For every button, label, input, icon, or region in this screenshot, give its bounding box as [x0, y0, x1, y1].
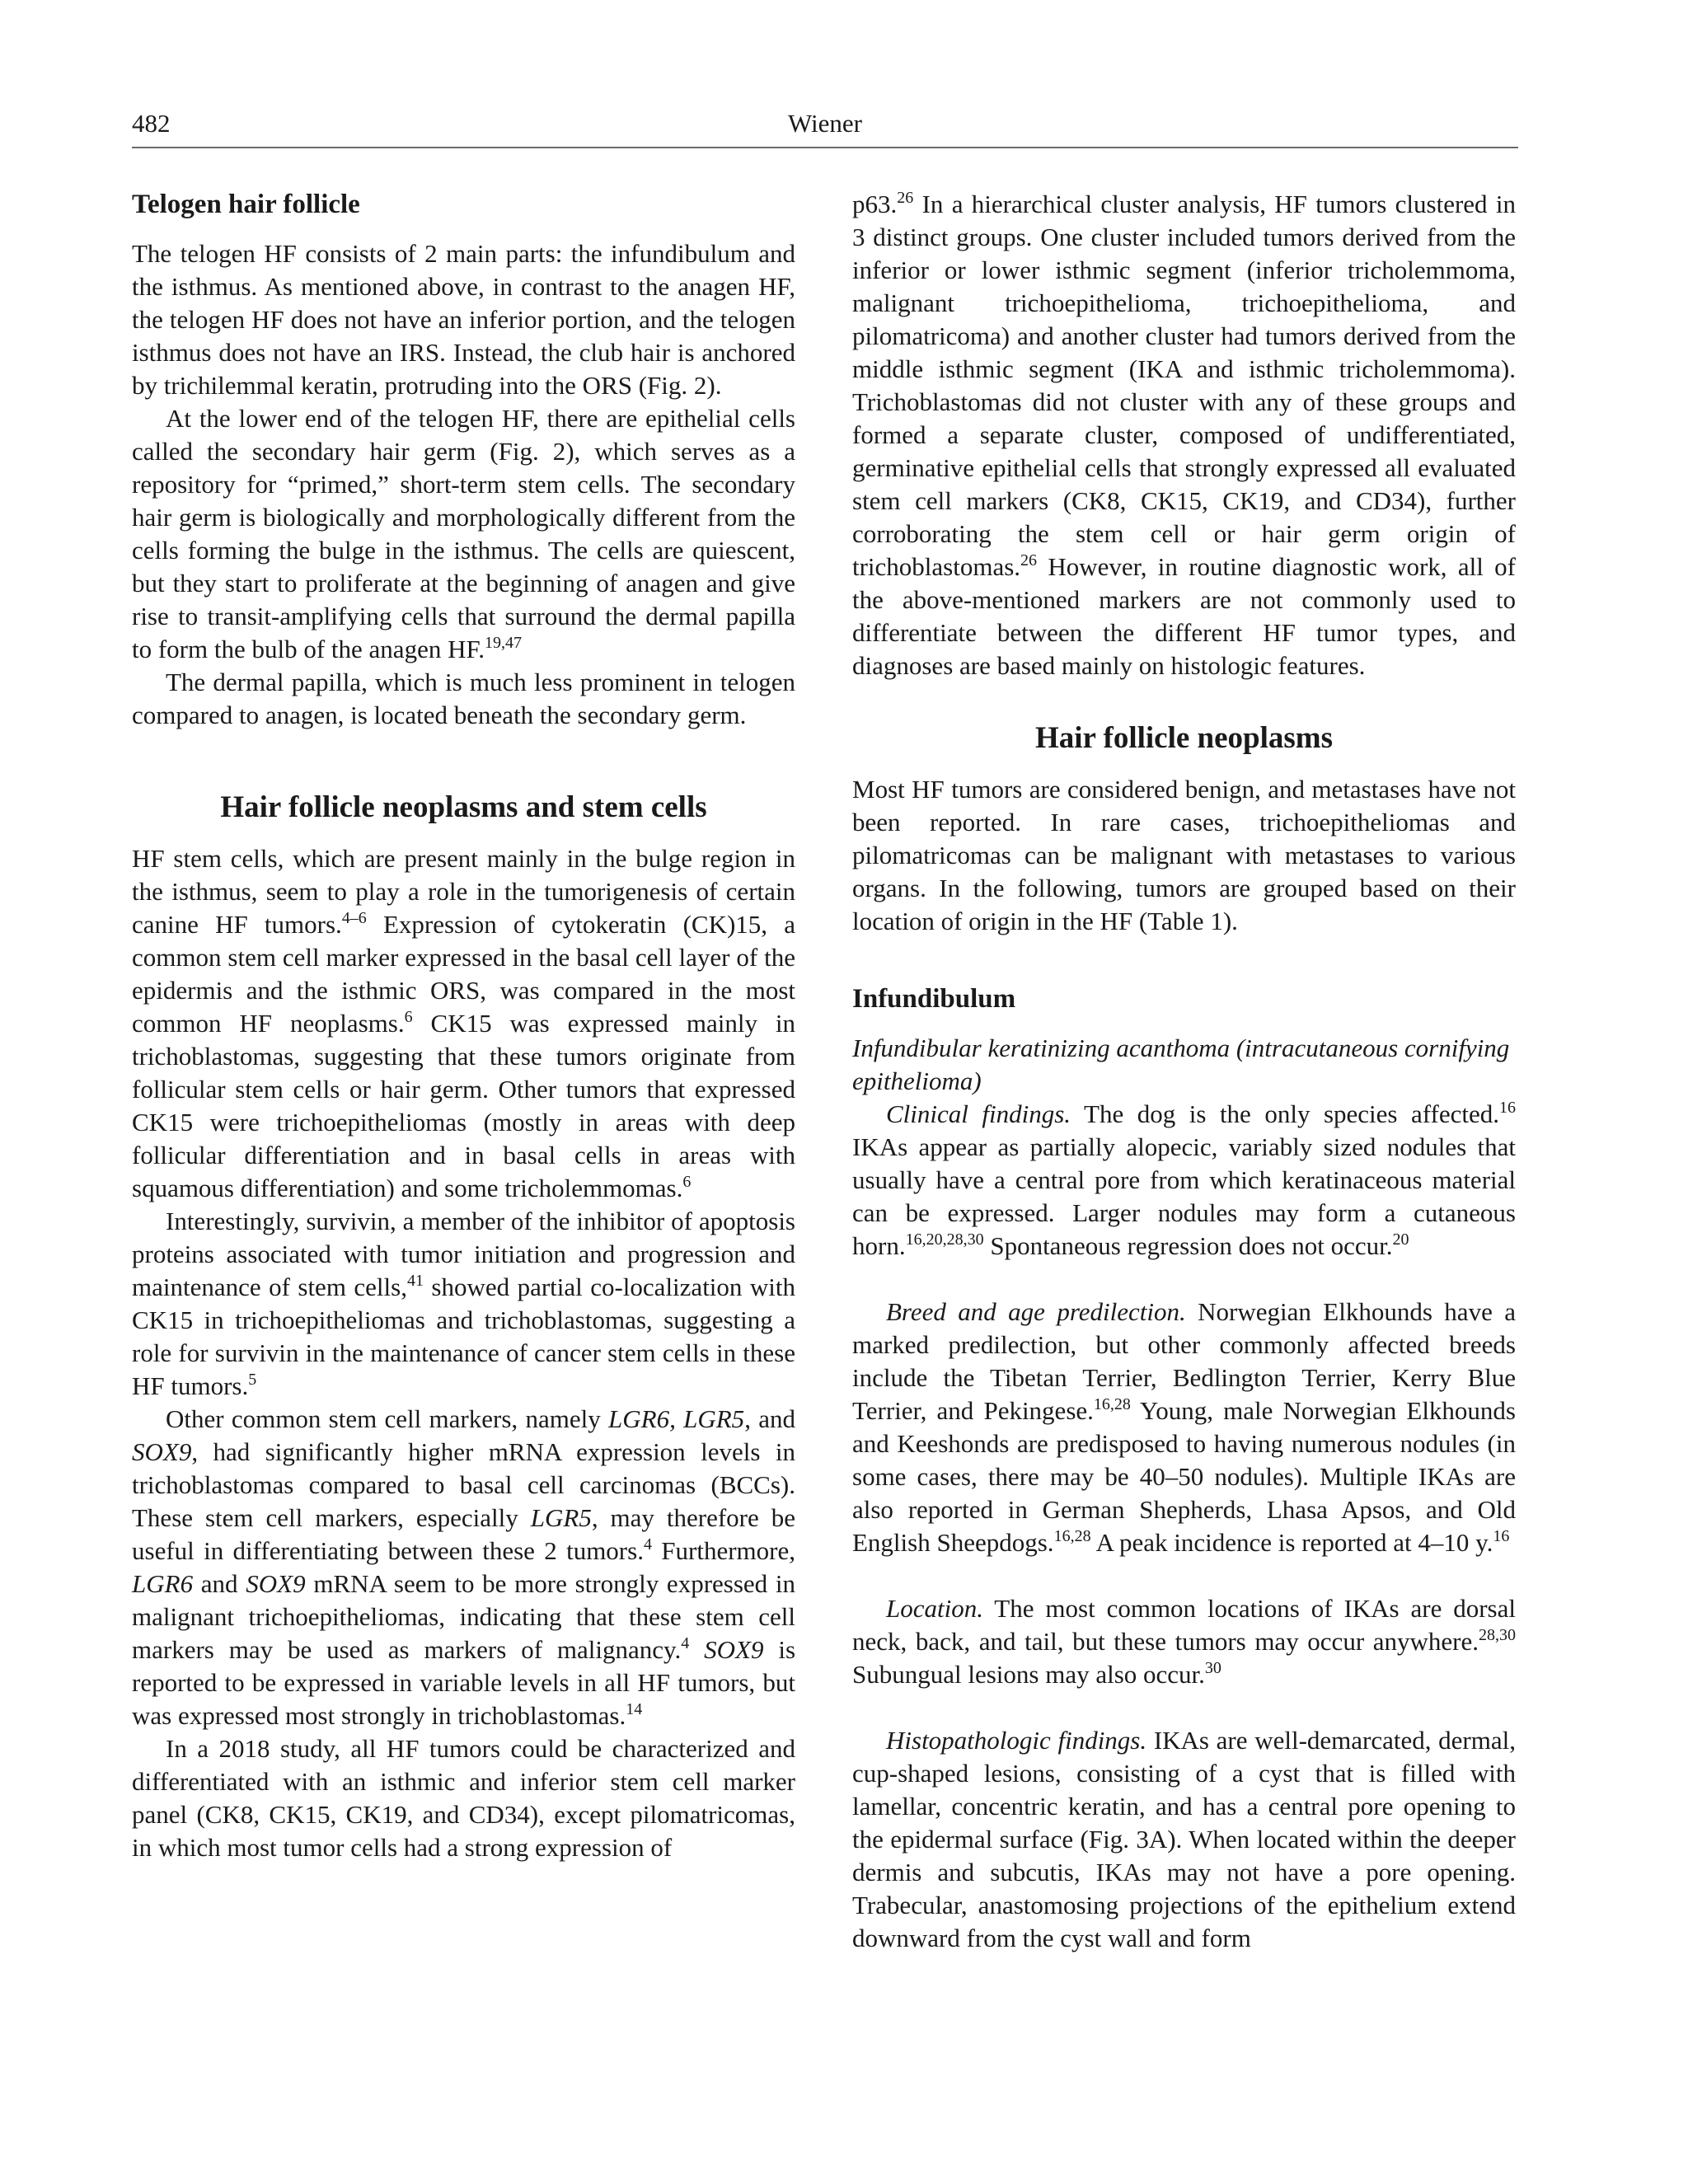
citation: 19,47 — [484, 634, 522, 652]
citation: 20 — [1392, 1230, 1409, 1249]
paragraph-hf-stem-cells: HF stem cells, which are present mainly in the bulge region in the isthmus, seem to play a role in the tumorigenesis of certain canine HF tumors.$^{4-6}$ Expression of cytokeratin (CK)15, a common stem cell marker expressed in the basal cell layer of the epidermis and the isthmic ORS, was compared in the most common HF neoplasms.$^6$ CK15 was expressed mainly in trichoblastomas, suggesting that these tumors originate from follicular stem cells or hair germ. Other tumors that expressed CK15 were trichoepitheliomas (mostly in areas with deep follicular differentiation and in basal cells in areas with squamous differentiation) and some tricholemmomas.$^6$ — [132, 844, 795, 1202]
right-column — [852, 188, 1516, 1955]
citation: 6 — [404, 1008, 413, 1026]
running-header — [132, 107, 1518, 148]
citation: 26 — [897, 189, 914, 207]
citation: 4–6 — [341, 909, 367, 927]
paragraph-survivin: Interestingly, survivin, a member of the inhibitor of apoptosis proteins associated with tumor initiation and progression and maintenance of stem cells,$^{41}$ showed partial co-localization with CK15 in trichoepitheliomas and trichoblastomas, suggesting a role for survivin in the maintenance of cancer stem cells in these HF tumors.$^5$ — [132, 1207, 795, 1400]
citation: 16 — [1499, 1099, 1516, 1117]
citation: 4 — [681, 1634, 690, 1652]
heading-neoplasms-stem-cells: Hair follicle neoplasms and stem cells — [220, 790, 707, 824]
paragraph-location: Location. The most common locations of IKAs are dorsal neck, back, and tail, but these tumors may occur anywhere.$^{28,30}$ Subungual lesions may also occur.$^{30}$ — [852, 1594, 1516, 1689]
subheading-ika: Infundibular keratinizing acanthoma (intracutaneous cornifying epithelioma) — [852, 1033, 1510, 1095]
heading-telogen-hair-follicle: Telogen hair follicle — [132, 190, 360, 219]
citation: 30 — [1204, 1659, 1221, 1677]
citation: 16,20,28,30 — [905, 1230, 984, 1249]
page-number: 482 — [132, 109, 171, 138]
citation: 4 — [643, 1535, 652, 1554]
citation: 6 — [682, 1173, 692, 1191]
citation: 16,28 — [1053, 1527, 1091, 1545]
paragraph-histopathologic: Histopathologic findings. IKAs are well-demarcated, dermal, cup-shaped lesions, consisting of a cyst that is filled with lamellar, concentric keratin, and has a central pore opening to the epidermal surface (Fig. 3A). When located within the deeper dermis and subcutis, IKAs may not have a pore opening. Trabecular, anastomosing projections of the epithelium extend downward from the cyst wall and form — [852, 1726, 1516, 1952]
paragraph-2018-study: In a 2018 study, all HF tumors could be characterized and differentiated with an isthmic and inferior stem cell marker panel (CK8, CK15, CK19, and CD34), except pilomatricomas, in which most tumor cells had a strong expression of — [132, 1734, 795, 1862]
citation: 41 — [406, 1272, 424, 1290]
paragraph-hf-tumors-benign: Most HF tumors are considered benign, and metastases have not been reported. In rare cases, trichoepitheliomas and pilomatricomas can be malignant with metastases to various organs. In the following, tumors are grouped based on their location of origin in the HF (Table 1). — [852, 775, 1516, 935]
paragraph-clinical-findings: Clinical findings. The dog is the only species affected.$^{16}$ IKAs appear as partially alopecic, variably sized nodules that usually have a central pore from which keratinaceous material can be expressed. Larger nodules may form a cutaneous horn.$^{16,20,28,30}$ Spontaneous regression does not occur.$^{20}$ — [852, 1099, 1516, 1260]
paragraph-dermal-papilla: The dermal papilla, which is much less prominent in telogen compared to anagen, is located beneath the secondary germ. — [132, 668, 795, 729]
citation: 28,30 — [1479, 1626, 1516, 1644]
citation: 5 — [248, 1371, 257, 1389]
paragraph-breed-age: Breed and age predilection. Norwegian Elkhounds have a marked predilection, but other commonly affected breeds include the Tibetan Terrier, Bedlington Terrier, Kerry Blue Terrier, and Pekingese.$^{16,28}$ Young, male Norwegian Elkhounds and Keeshonds are predisposed to having numerous nodules (in some cases, there may be 40–50 nodules). Multiple IKAs are also reported in German Shepherds, Lhasa Apsos, and Old English Sheepdogs.$^{16,28}$ A peak incidence is reported at 4–10 y.$^{16}$ — [852, 1297, 1516, 1557]
heading-hair-follicle-neoplasms: Hair follicle neoplasms — [1034, 721, 1334, 755]
paragraph-cluster-analysis: p63.26 In a hierarchical cluster analysis, HF tumors clustered in 3 distinct groups. One cluster included tumors derived from the inferior or lower isthmic segment (inferior tricholemmoma, malignant trichoepithelioma, trichoepithelioma, and pilomatricoma) and another cluster had tumors derived from the middle isthmic segment (IKA and isthmic tricholemmoma). Trichoblastomas did not cluster with any of these groups and formed a separate cluster, composed of undifferentiated, germinative epithelial cells that strongly expressed all evaluated stem cell markers (CK8, CK15, CK19, and CD34), further corroborating the stem cell or hair germ origin of trichoblastomas.$^{26}$ However, in routine diagnostic work, all of the above-mentioned markers are not commonly used to differentiate between the different HF tumor types, and diagnoses are based mainly on histologic features. — [852, 189, 1516, 680]
citation: 14 — [626, 1700, 643, 1718]
citation: 16 — [1493, 1527, 1510, 1545]
heading-infundibulum: Infundibulum — [852, 984, 1016, 1014]
paragraph-secondary-hair-germ: At the lower end of the telogen HF, there are epithelial cells called the secondary hair germ (Fig. 2), which serves as a repository for “primed,” short-term stem cells. The secondary hair germ is biologically and morphologically different from the cells forming the bulge in the isthmus. The cells are quiescent, but they start to proliferate at the beginning of anagen and give rise to transit-amplifying cells that surround the dermal papilla to form the bulb of the anagen HF.$^{19,47}$ — [132, 404, 795, 663]
citation: 26 — [1020, 551, 1038, 569]
running-author: Wiener — [788, 109, 862, 138]
left-column — [132, 188, 795, 1864]
citation: 16,28 — [1093, 1395, 1131, 1413]
paragraph-stem-cell-markers: Other common stem cell markers, namely LGR6, LGR5, and SOX9, had significantly higher mRNA expression levels in trichoblastomas compared to basal cell carcinomas (BCCs). These stem cell markers, especially LGR5, may therefore be useful in differentiating between these 2 tumors.$^4$ Furthermore, LGR6 and SOX9 mRNA seem to be more strongly expressed in malignant trichoepitheliomas, indicating that these stem cell markers may be used as markers of malignancy.$^4$ SOX9 is reported to be expressed in variable levels in all HF tumors, but was expressed most strongly in trichoblastomas.$^{14}$ — [132, 1404, 796, 1730]
paragraph-telogen-parts: The telogen HF consists of 2 main parts: the infundibulum and the isthmus. As mentioned above, in contrast to the anagen HF, the telogen HF does not have an inferior portion, and the telogen isthmus does not have an IRS. Instead, the club hair is anchored by trichilemmal keratin, protruding into the ORS (Fig. 2). — [132, 239, 795, 400]
